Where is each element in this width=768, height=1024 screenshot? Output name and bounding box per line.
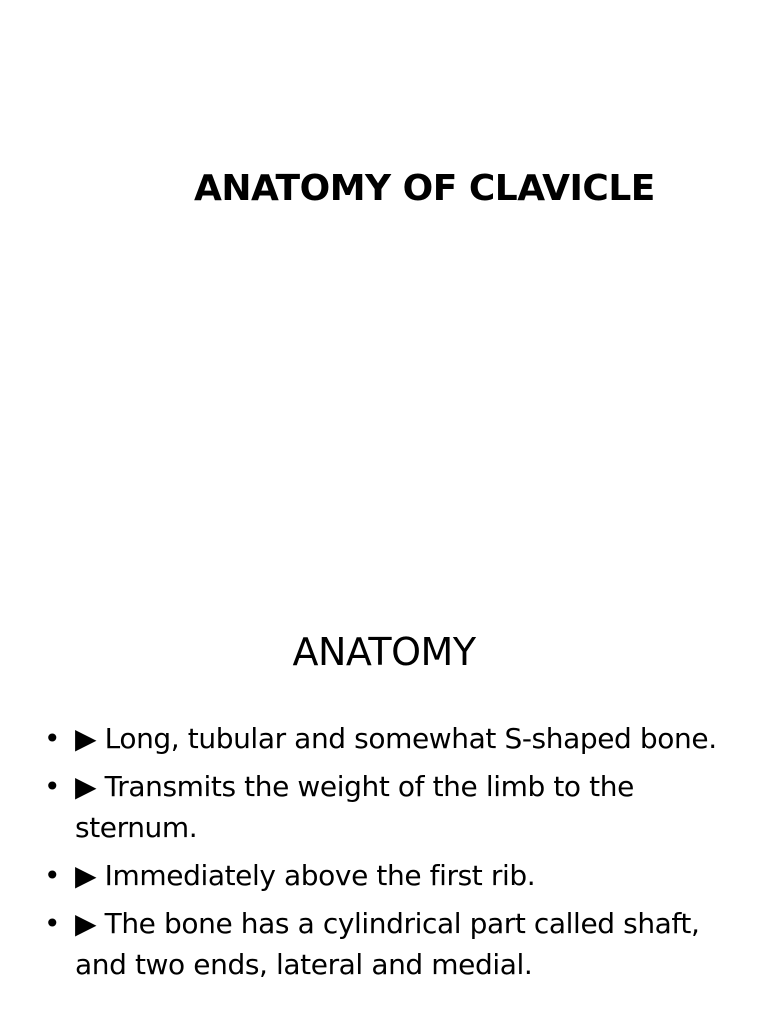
list-item <box>0 766 740 848</box>
slide-title: ANATOMY OF CLAVICLE <box>194 168 655 209</box>
list-item <box>0 718 740 759</box>
list-item <box>0 903 740 985</box>
section-heading: ANATOMY <box>292 630 476 674</box>
bullet-icon: • <box>44 722 61 755</box>
bullet-icon: • <box>44 907 61 940</box>
bullet-text: ▶ The bone has a cylindrical part called shaft, and two ends, lateral and medial. <box>75 907 700 981</box>
bullet-text: ▶ Immediately above the first rib. <box>75 859 536 892</box>
bullet-list <box>0 718 740 992</box>
bullet-icon: • <box>44 859 61 892</box>
bullet-text: ▶ Transmits the weight of the limb to the sternum. <box>75 770 634 844</box>
list-item <box>0 855 740 896</box>
content-slide <box>0 576 768 1024</box>
bullet-icon: • <box>44 770 61 803</box>
bullet-text: ▶ Long, tubular and somewhat S-shaped bone. <box>75 722 717 755</box>
